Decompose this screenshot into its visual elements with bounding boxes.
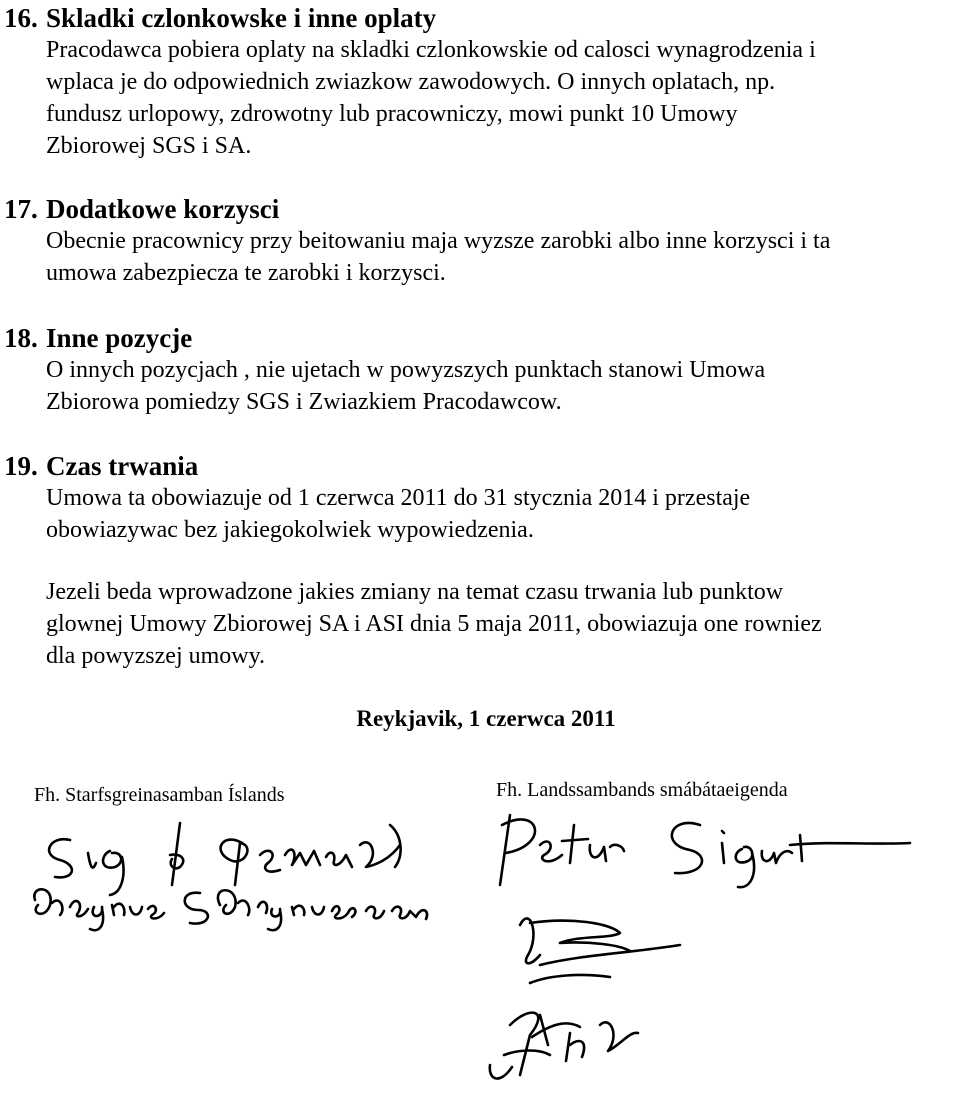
body-line: obowiazywac bez jakiegokolwiek wypowiedzenia. bbox=[46, 517, 534, 543]
body-line: Zbiorowa pomiedzy SGS i Zwiazkiem Pracodawcow. bbox=[46, 389, 562, 415]
place-date: Reykjavik, 1 czerwca 2011 bbox=[356, 706, 616, 731]
section-number: 19. bbox=[4, 451, 38, 481]
section-number: 18. bbox=[4, 323, 38, 353]
signature-block-left bbox=[34, 783, 285, 807]
body-line: wplaca je do odpowiednich zwiazkow zawodowych. O innych oplatach, np. bbox=[46, 69, 776, 95]
body-line: Obecnie pracownicy przy beitowaniu maja wyzsze zarobki albo inne korzysci i ta bbox=[46, 228, 831, 254]
section-number: 17. bbox=[4, 194, 38, 224]
section-number: 16. bbox=[4, 3, 38, 33]
section-body bbox=[46, 354, 956, 418]
section-19 bbox=[4, 450, 956, 672]
body-line: glownej Umowy Zbiorowej SA i ASI dnia 5 maja 2011, obowiazuja one rowniez bbox=[46, 611, 822, 637]
body-line: O innych pozycjach , nie ujetach w powyzszych punktach stanowi Umowa bbox=[46, 357, 766, 383]
section-note bbox=[46, 576, 956, 672]
signatory-label-right: Fh. Landssambands smábátaeigenda bbox=[496, 779, 788, 801]
section-heading bbox=[4, 193, 956, 225]
section-body bbox=[46, 225, 956, 289]
body-line: Zbiorowej SGS i SA. bbox=[46, 133, 252, 159]
section-body bbox=[46, 482, 956, 546]
section-heading bbox=[4, 2, 956, 34]
section-heading bbox=[4, 450, 956, 482]
handwritten-signature-right bbox=[470, 805, 930, 1105]
body-line: dla powyzszej umowy. bbox=[46, 643, 266, 669]
section-title: Skladki czlonkowske i inne oplaty bbox=[46, 3, 437, 33]
body-line: fundusz urlopowy, zdrowotny lub pracowniczy, mowi punkt 10 Umowy bbox=[46, 101, 738, 127]
section-16 bbox=[4, 2, 956, 162]
handwritten-signature-left bbox=[30, 815, 450, 935]
body-line: umowa zabezpiecza te zarobki i korzysci. bbox=[46, 260, 446, 286]
section-title: Czas trwania bbox=[46, 451, 199, 481]
section-17 bbox=[4, 193, 956, 289]
section-title: Dodatkowe korzysci bbox=[46, 194, 280, 224]
body-line: Jezeli beda wprowadzone jakies zmiany na temat czasu trwania lub punktow bbox=[46, 579, 784, 605]
signature-block-right bbox=[496, 778, 788, 802]
section-18 bbox=[4, 322, 956, 418]
section-title: Inne pozycje bbox=[46, 323, 193, 353]
body-line: Umowa ta obowiazuje od 1 czerwca 2011 do 31 stycznia 2014 i przestaje bbox=[46, 485, 751, 511]
signatory-label-left: Fh. Starfsgreinasamban Íslands bbox=[34, 784, 285, 806]
section-body bbox=[46, 34, 956, 162]
body-line: Pracodawca pobiera oplaty na skladki czlonkowskie od calosci wynagrodzenia i bbox=[46, 37, 816, 63]
section-heading bbox=[4, 322, 956, 354]
